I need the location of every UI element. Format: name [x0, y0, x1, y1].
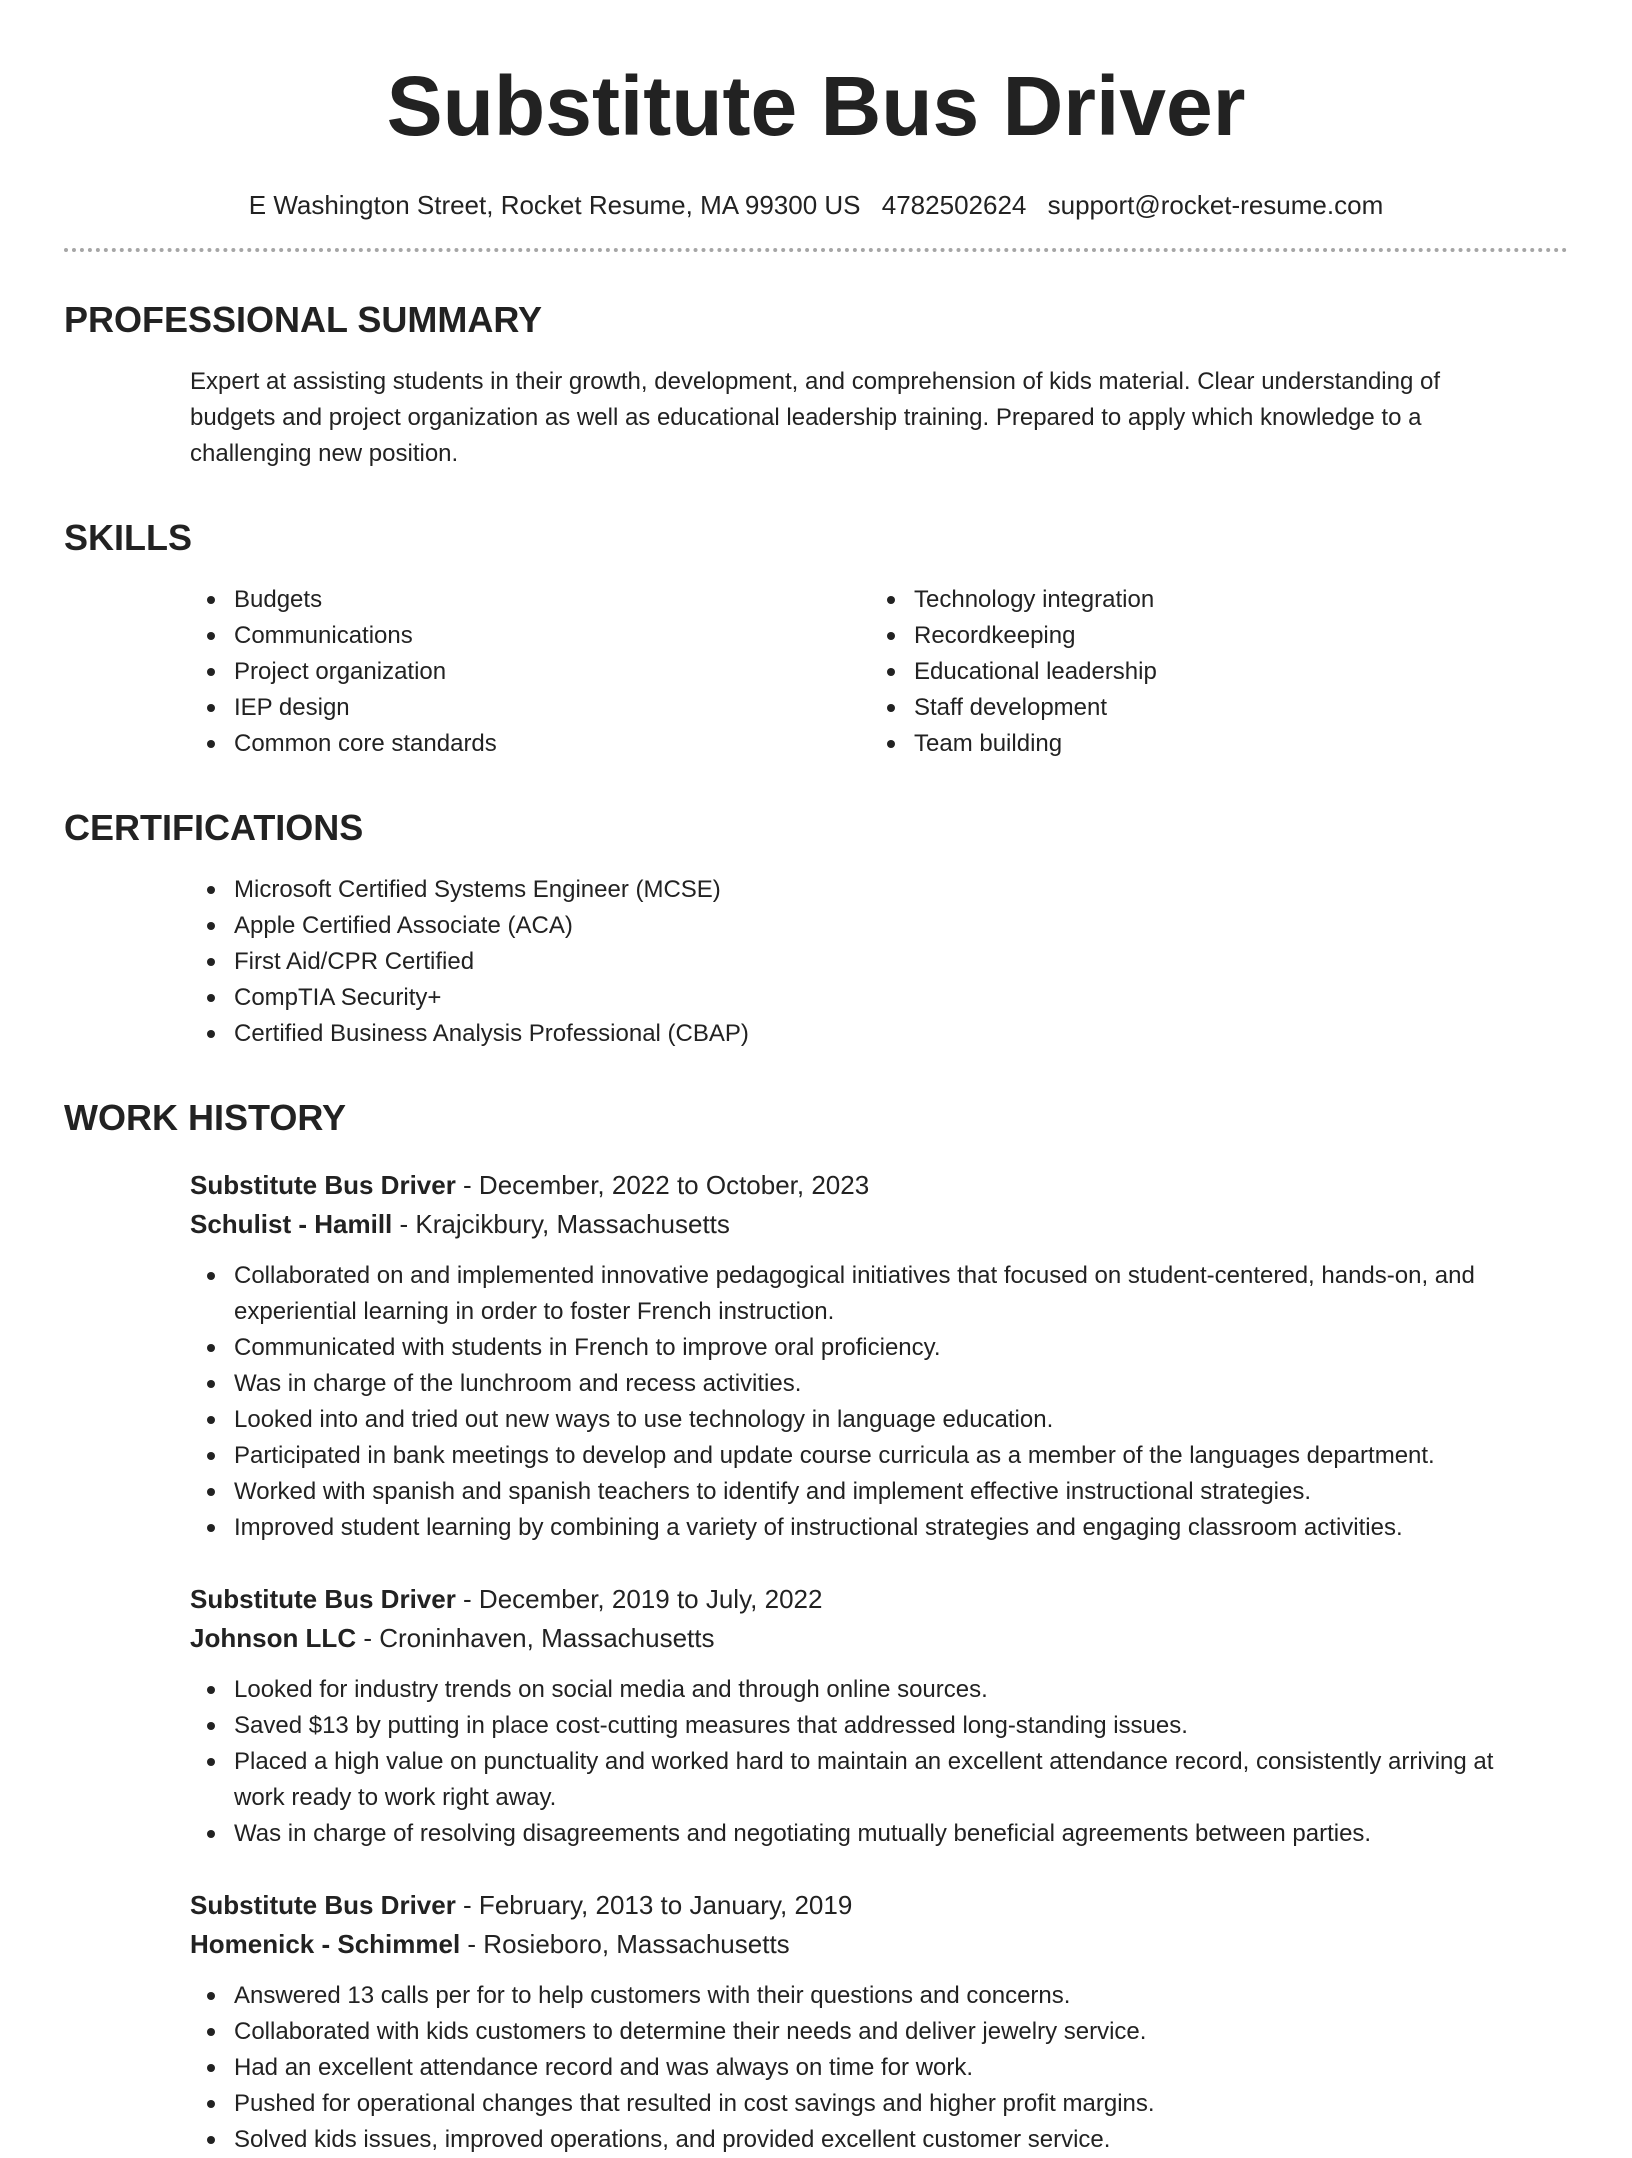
job-bullet: Collaborated on and implemented innovative pedagogical initiatives that focused on student-centered, hands-on, and experiential learning in order to foster French instruction.	[190, 1258, 1548, 1330]
summary-section	[64, 298, 1568, 472]
job-entry	[190, 1886, 1568, 2158]
certifications-title: CERTIFICATIONS	[64, 807, 364, 848]
certifications-section	[64, 806, 1568, 1052]
contact-phone: 4782502624	[881, 190, 1027, 220]
skill-item: Communications	[190, 618, 870, 654]
certification-item: Microsoft Certified Systems Engineer (MCSE)	[190, 872, 1568, 908]
certifications-list	[190, 872, 1568, 1052]
job-location: - Rosieboro, Massachusetts	[460, 1929, 790, 1959]
job-bullet: Participated in bank meetings to develop and update course curricula as a member of the languages department.	[190, 1438, 1548, 1474]
certification-item: Certified Business Analysis Professional (CBAP)	[190, 1016, 1568, 1052]
job-entry	[190, 1580, 1568, 1852]
job-entry	[190, 1166, 1568, 1546]
job-title-line	[190, 1580, 1568, 1619]
job-bullet: Had an excellent attendance record and was always on time for work.	[190, 2050, 1548, 2086]
job-bullet-list	[190, 1258, 1568, 1546]
job-bullet-list	[190, 1672, 1568, 1852]
skill-item: IEP design	[190, 690, 870, 726]
job-bullet: Worked with spanish and spanish teachers to identify and implement effective instructional strategies.	[190, 1474, 1548, 1510]
contact-address: E Washington Street, Rocket Resume, MA 99300 US	[248, 190, 861, 220]
skills-grid	[190, 582, 1568, 762]
job-location: - Croninhaven, Massachusetts	[356, 1623, 715, 1653]
candidate-name: Substitute Bus Driver	[386, 59, 1246, 153]
job-dates: - February, 2013 to January, 2019	[455, 1890, 853, 1920]
job-title-line	[190, 1886, 1568, 1925]
job-company: Schulist - Hamill	[190, 1209, 393, 1239]
skills-title: SKILLS	[64, 517, 193, 558]
contact-email: support@rocket-resume.com	[1047, 190, 1384, 220]
skills-section	[64, 516, 1568, 762]
job-company: Homenick - Schimmel	[190, 1929, 461, 1959]
work-history-title: WORK HISTORY	[64, 1097, 347, 1138]
job-bullet: Looked for industry trends on social media and through online sources.	[190, 1672, 1548, 1708]
job-bullet: Collaborated with kids customers to determine their needs and deliver jewelry service.	[190, 2014, 1548, 2050]
job-dates: - December, 2022 to October, 2023	[455, 1170, 870, 1200]
certification-item: CompTIA Security+	[190, 980, 1568, 1016]
job-bullet: Looked into and tried out new ways to use technology in language education.	[190, 1402, 1548, 1438]
skill-item: Educational leadership	[870, 654, 1550, 690]
job-bullet: Saved $13 by putting in place cost-cutting measures that addressed long-standing issues.	[190, 1708, 1548, 1744]
job-role: Substitute Bus Driver	[190, 1170, 456, 1200]
job-bullet: Answered 13 calls per for to help customers with their questions and concerns.	[190, 1978, 1548, 2014]
job-company-line	[190, 1205, 1568, 1244]
job-role: Substitute Bus Driver	[190, 1584, 456, 1614]
job-dates: - December, 2019 to July, 2022	[455, 1584, 823, 1614]
certification-item: First Aid/CPR Certified	[190, 944, 1568, 980]
skill-item: Technology integration	[870, 582, 1550, 618]
skill-item: Budgets	[190, 582, 870, 618]
skill-item: Staff development	[870, 690, 1550, 726]
job-bullet: Placed a high value on punctuality and worked hard to maintain an excellent attendance record, consistently arriving at work ready to work right away.	[190, 1744, 1548, 1816]
job-company-line	[190, 1619, 1568, 1658]
summary-text: Expert at assisting students in their growth, development, and comprehension of kids material. Clear understanding of budgets and project organization as well as educational leadership training. Prepared to apply which knowledge to a challenging new position.	[190, 368, 1441, 467]
summary-title: PROFESSIONAL SUMMARY	[64, 299, 543, 340]
job-bullet: Was in charge of the lunchroom and recess activities.	[190, 1366, 1548, 1402]
skills-list-left	[190, 582, 870, 762]
skill-item: Recordkeeping	[870, 618, 1550, 654]
job-bullet-list	[190, 1978, 1568, 2158]
job-company: Johnson LLC	[190, 1623, 357, 1653]
skill-item: Common core standards	[190, 726, 870, 762]
job-location: - Krajcikbury, Massachusetts	[392, 1209, 730, 1239]
job-bullet: Pushed for operational changes that resulted in cost savings and higher profit margins.	[190, 2086, 1548, 2122]
job-bullet: Improved student learning by combining a variety of instructional strategies and engaging classroom activities.	[190, 1510, 1548, 1546]
job-bullet: Communicated with students in French to improve oral proficiency.	[190, 1330, 1548, 1366]
job-company-line	[190, 1925, 1568, 1964]
skill-item: Team building	[870, 726, 1550, 762]
skill-item: Project organization	[190, 654, 870, 690]
job-bullet: Was in charge of resolving disagreements and negotiating mutually beneficial agreements between parties.	[190, 1816, 1548, 1852]
work-history-section	[64, 1096, 1568, 2158]
header-divider	[64, 248, 1568, 252]
contact-line	[64, 190, 1568, 220]
skills-list-right	[870, 582, 1550, 762]
job-bullet: Solved kids issues, improved operations, and provided excellent customer service.	[190, 2122, 1548, 2158]
job-title-line	[190, 1166, 1568, 1205]
job-role: Substitute Bus Driver	[190, 1890, 456, 1920]
certification-item: Apple Certified Associate (ACA)	[190, 908, 1568, 944]
